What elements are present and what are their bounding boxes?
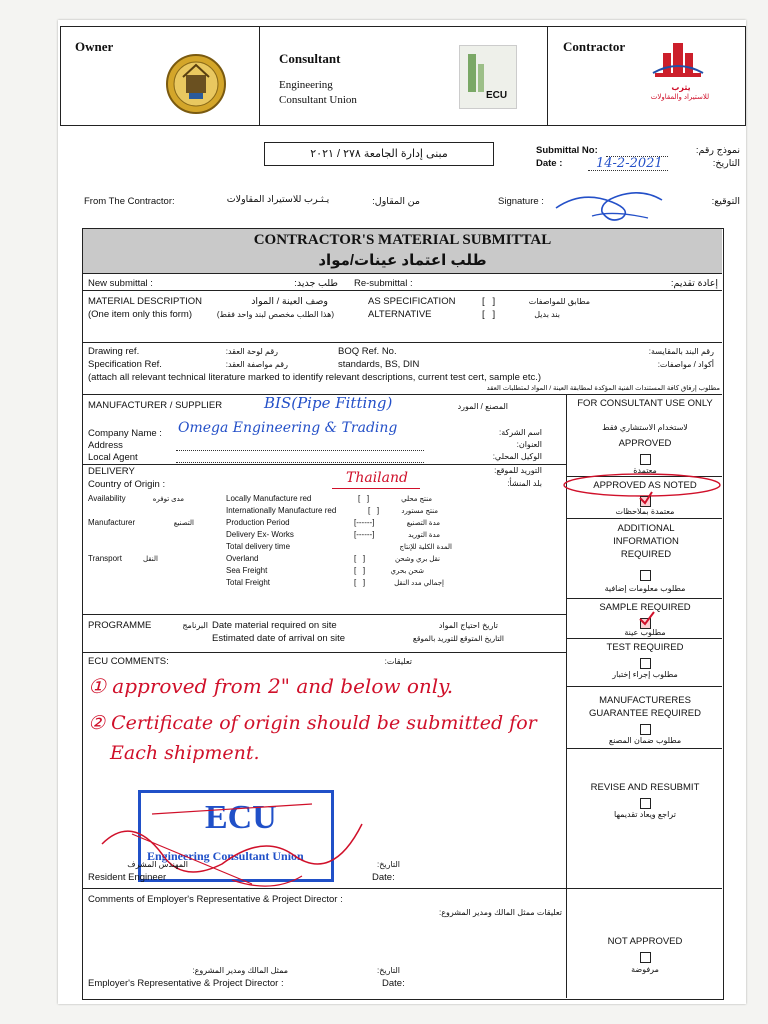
revise-resubmit-checkbox[interactable] <box>640 798 651 809</box>
signature-label-ar: التوقيع: <box>711 196 740 207</box>
contractor-logo <box>647 39 709 81</box>
for-consultant-label: FOR CONSULTANT USE ONLY <box>577 398 713 409</box>
as-specification-label-ar: مطابق للمواصفات <box>528 297 590 306</box>
new-submittal-label-ar: طلب جديد: <box>294 278 338 289</box>
company-value: Omega Engineering & Trading <box>178 420 398 436</box>
production-period-label-ar: مدة التصنيع <box>406 520 440 527</box>
total-delivery-label-ar: المدة الكلية للإنتاج <box>399 544 452 551</box>
signature-label: Signature : <box>498 196 544 207</box>
production-period-brackets: [------] <box>354 518 375 527</box>
overland-brackets: [ ] <box>354 554 366 563</box>
header-table <box>60 26 746 126</box>
overland-label-ar: نقل بري وشحن <box>394 556 440 563</box>
company-name-label: Company Name : <box>88 428 162 439</box>
est-arrival-label: Estimated date of arrival on site <box>212 633 346 644</box>
test-required-checkbox[interactable] <box>640 658 651 669</box>
comment-line-2: ② Certificate of origin should be submitted for <box>88 712 537 734</box>
transport-label: Transport <box>88 554 122 563</box>
company-name-label-ar: اسم الشركة: <box>498 428 542 437</box>
locally-label: Locally Manufacture red <box>226 494 312 503</box>
total-freight-brackets: [ ] <box>354 578 366 587</box>
resident-engineer-label: Resident Engineer <box>88 872 167 883</box>
one-item-note: (One item only this form) <box>88 309 192 320</box>
total-freight-label: Total Freight <box>226 578 271 587</box>
one-item-note-ar: (هذا الطلب مخصص لبند واحد فقط) <box>216 310 334 319</box>
as-specification-label: AS SPECIFICATION <box>368 296 456 307</box>
contractor-label: Contractor <box>563 39 626 54</box>
manufacturer-value: BIS(Pipe Fitting) <box>264 394 393 412</box>
contractor-name: يـثـرب للاستيراد المقاولات <box>226 194 330 205</box>
consultant-subtitle-1: Engineering <box>279 79 333 91</box>
total-freight-label-ar: إجمالي مدد النقل <box>394 580 444 587</box>
sample-required-label: SAMPLE REQUIRED <box>599 602 691 613</box>
submittal-form-page <box>58 20 746 1004</box>
approved-checkbox[interactable] <box>640 454 651 465</box>
contractor-signature <box>552 180 672 226</box>
manufacturer-supplier-label-ar: المصنع / المورد <box>457 402 508 411</box>
comment-line-3: Each shipment. <box>110 742 260 764</box>
contractor-logo-text-2: للاستيراد والمقاولات <box>650 94 710 101</box>
building-name: مبنى إدارة الجامعة ٢٧٨ / ٢٠٢١ <box>310 148 448 160</box>
date-label-ar: التاريخ: <box>712 158 740 169</box>
manufacturers-guarantee-checkbox[interactable] <box>640 724 651 735</box>
ecu-comments-label-ar: تعليقات: <box>384 657 412 666</box>
alternative-brackets: [ ] <box>482 309 496 320</box>
boq-ref-label: BOQ Ref. No. <box>338 346 397 357</box>
drawing-ref-label-ar: رقم لوحة العقد: <box>225 347 278 356</box>
owner-label: Owner <box>75 39 114 54</box>
date-sig-label-ar: التاريخ: <box>377 860 400 869</box>
attach-note-ar: مطلوب إرفاق كافة المستندات الفنية المؤكدة لمطابقة العينة / المواد لمتطلبات العقد <box>486 385 720 392</box>
address-label-ar: العنوان: <box>516 440 542 449</box>
test-required-label-ar: مطلوب إجراء إختبار <box>612 670 678 679</box>
sample-required-checkmark <box>638 610 656 626</box>
contractor-logo-text-1: يثرب <box>671 83 691 92</box>
overland-label: Overland <box>226 554 259 563</box>
from-contractor-label-ar: من المقاول: <box>372 196 420 207</box>
delivery-ex-label: Delivery Ex- Works <box>226 530 294 539</box>
standards-label-ar: أكواد / مواصفات: <box>657 360 714 369</box>
date-value: 14-2-2021 <box>596 156 663 171</box>
production-period-label: Production Period <box>226 518 290 527</box>
country-value: Thailand <box>346 470 408 486</box>
resubmittal-label-ar: إعادة تقديم: <box>670 278 718 289</box>
additional-info-checkbox[interactable] <box>640 570 651 581</box>
transport-label-ar: النقل <box>142 556 158 563</box>
country-origin-label-ar: بلد المنشأ: <box>507 479 542 488</box>
not-approved-checkbox[interactable] <box>640 952 651 963</box>
revise-resubmit-label-ar: تراجع ويعاد تقديمها <box>614 810 676 819</box>
form-title-band <box>83 229 722 274</box>
resident-engineer-label-ar: المهندس المشرف <box>127 860 188 869</box>
manufacturer-supplier-label: MANUFACTURER / SUPPLIER <box>88 400 223 411</box>
approved-label: APPROVED <box>618 438 672 449</box>
approved-as-noted-label-ar: معتمدة بملاحظات <box>615 507 675 516</box>
country-origin-label: Country of Origin : <box>88 479 166 490</box>
employer-sig-label: Employer's Representative & Project Director : <box>88 978 284 989</box>
total-delivery-label: Total delivery time <box>226 542 291 551</box>
from-contractor-label: From The Contractor: <box>84 196 175 207</box>
submittal-no-label-ar: نموذج رقم: <box>695 145 740 156</box>
form-title-en: CONTRACTOR'S MATERIAL SUBMITTAL <box>253 232 552 248</box>
date-sig-label: Date: <box>372 872 395 883</box>
sea-freight-brackets: [ ] <box>354 566 366 575</box>
est-arrival-label-ar: التاريخ المتوقع للتوريد بالموقع <box>412 634 504 643</box>
availability-label: Availability <box>88 494 126 503</box>
as-specification-brackets: [ ] <box>482 296 496 307</box>
delivery-ex-brackets: [------] <box>354 530 375 539</box>
employer-comments-label: Comments of Employer's Representative & Project Director : <box>88 894 343 905</box>
internationally-brackets: [ ] <box>368 506 380 515</box>
employer-comments-label-ar: تعليقات ممثل المالك ومدير المشروع: <box>438 908 562 917</box>
availability-label-ar: مدى توفره <box>152 496 184 503</box>
form-title-ar: طلب اعتماد عينات/مواد <box>318 252 487 269</box>
internationally-label: Internationally Manufacture red <box>226 506 337 515</box>
comment-line-1: ① approved from 2" and below only. <box>88 674 454 698</box>
approved-label-ar: معتمدة <box>633 466 657 475</box>
building-name-box <box>264 142 494 166</box>
date-label: Date : <box>536 158 563 169</box>
employer-sig-label-ar: ممثل المالك ومدير المشروع: <box>192 966 288 975</box>
sample-required-label-ar: مطلوب عينة <box>624 628 666 637</box>
stamp-subtitle: Engineering Consultant Union <box>147 849 304 863</box>
locally-label-ar: منتج محلي <box>401 496 432 503</box>
date-required-label-ar: تاريخ احتياج المواد <box>438 621 498 630</box>
spec-ref-label-ar: رقم مواصفة العقد: <box>225 360 288 369</box>
standards-label: standards, BS, DIN <box>338 359 420 370</box>
alternative-label-ar: بند بديل <box>534 310 560 319</box>
delivery-ex-label-ar: مدة التوريد <box>408 532 440 539</box>
manufacturers-guarantee-label: MANUFACTURERES GUARANTEE REQUIRED <box>589 695 701 719</box>
ecu-comments-label: ECU COMMENTS: <box>88 656 169 667</box>
revise-resubmit-label: REVISE AND RESUBMIT <box>590 782 700 793</box>
attach-note: (attach all relevant technical literature marked to identify relevant descriptions, current test cert, sample etc.) <box>88 372 542 383</box>
boq-ref-label-ar: رقم البند بالمقايسة: <box>648 347 714 356</box>
approved-as-noted-label: APPROVED AS NOTED <box>593 480 697 491</box>
address-label: Address <box>88 440 123 451</box>
resident-engineer-signature <box>92 784 372 904</box>
internationally-label-ar: منتج مستورد <box>401 508 438 515</box>
sea-freight-label-ar: شحن بحري <box>390 568 424 575</box>
submittal-no-label: Submittal No: <box>536 145 598 156</box>
additional-info-label-ar: مطلوب معلومات إضافية <box>604 584 686 593</box>
material-description-label: MATERIAL DESCRIPTION <box>88 296 203 307</box>
manufacturer-label-ar: التصنيع <box>173 520 194 527</box>
delivery-label: DELIVERY <box>88 466 135 477</box>
local-agent-label: Local Agent <box>88 452 138 463</box>
spec-ref-label: Specification Ref. <box>88 359 162 370</box>
date-sig2-label-ar: التاريخ: <box>377 966 400 975</box>
additional-info-label: ADDITIONAL INFORMATION REQUIRED <box>613 523 679 560</box>
not-approved-label-ar: مرفوضة <box>631 965 659 974</box>
manufacturer-label: Manufacturer <box>88 518 136 527</box>
material-description-label-ar: وصف العينة / المواد <box>251 296 328 307</box>
local-agent-label-ar: الوكيل المحلي: <box>492 452 542 461</box>
locally-brackets: [ ] <box>358 494 370 503</box>
sea-freight-label: Sea Freight <box>226 566 268 575</box>
consultant-label: Consultant <box>279 51 341 66</box>
for-consultant-label-ar: لاستخدام الاستشاري فقط <box>602 423 688 432</box>
delivery-label-ar: التوريد للموقع: <box>494 466 542 475</box>
not-approved-label: NOT APPROVED <box>607 936 683 947</box>
ecu-logo-text: ECU <box>486 90 508 101</box>
manufacturers-guarantee-label-ar: مطلوب ضمان المصنع <box>608 736 682 745</box>
resubmittal-label: Re-submittal : <box>354 278 413 289</box>
programme-label-ar: البرنامج <box>182 621 208 630</box>
date-sig2-label: Date: <box>382 978 405 989</box>
owner-seal-logo <box>165 53 227 115</box>
ecu-logo <box>459 45 517 109</box>
alternative-label: ALTERNATIVE <box>368 309 432 320</box>
stamp-ecu-text: ECU <box>205 799 277 836</box>
approved-as-noted-checkmark <box>638 490 654 506</box>
drawing-ref-label: Drawing ref. <box>88 346 140 357</box>
new-submittal-label: New submittal : <box>88 278 153 289</box>
date-required-label: Date material required on site <box>212 620 337 631</box>
consultant-subtitle-2: Consultant Union <box>279 94 357 106</box>
programme-label: PROGRAMME <box>88 620 152 631</box>
test-required-label: TEST REQUIRED <box>606 642 684 653</box>
